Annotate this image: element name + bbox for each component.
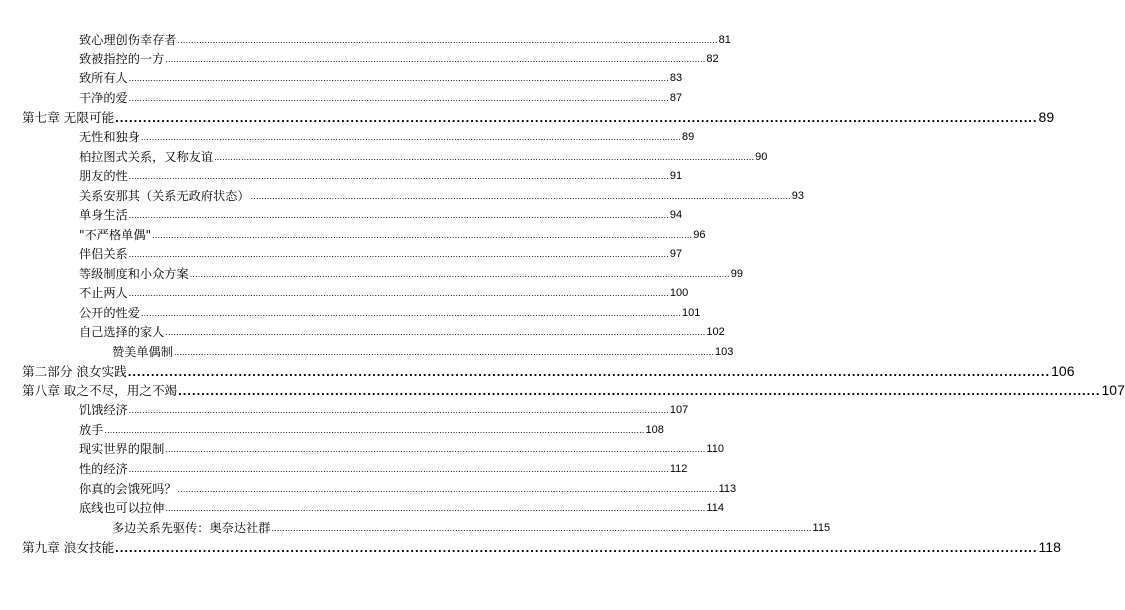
toc-entry[interactable] [79,281,689,301]
toc-chapter-entry[interactable] [22,106,1055,126]
dot-leader: ........................................................................................................................................................................................................ [189,269,730,279]
toc-entry-title: 柏拉图式关系，又称友谊 [79,150,214,164]
toc-entry[interactable] [79,262,744,282]
toc-entry-title: 你真的会饿死吗？ [79,482,177,496]
dot-leader: ........................................................................................................................................................................................................ [140,132,682,142]
toc-page-number: 87 [669,92,683,104]
toc-entry-title: 饥饿经济 [79,403,128,417]
toc-entry[interactable] [79,184,804,204]
toc-page-number: 90 [755,151,768,163]
toc-entry[interactable] [79,47,719,67]
dot-leader: ........................................................................................................................................................................................................ [128,405,669,415]
toc-page-number: 89 [1038,109,1055,125]
dot-leader: ........................................................................................................................................................................................................ [128,464,669,474]
toc-entry[interactable] [79,398,689,418]
dot-leader: ........................................................................................................................................................................................................ [178,383,1101,398]
dot-leader: ........................................................................................................................................................................................................ [128,288,669,298]
toc-page-number: 99 [730,268,744,280]
toc-page-number: 94 [669,209,683,221]
toc-page-number: 113 [718,483,737,495]
toc-entry[interactable] [112,340,734,360]
toc-entry-title: 第八章 取之不尽，用之不竭 [22,383,178,398]
dot-leader: ........................................................................................................................................................................................................ [165,54,706,64]
dot-leader: ........................................................................................................................................................................................................ [128,249,669,259]
toc-entry[interactable] [79,242,683,262]
toc-chapter-entry[interactable] [22,379,1125,399]
toc-entry-title: 性的经济 [79,462,128,476]
dot-leader: ........................................................................................................................................................................................................ [115,540,1038,555]
toc-page-number: 108 [645,424,664,436]
dot-leader: ........................................................................................................................................................................................................ [127,364,1051,379]
toc-entry[interactable] [79,223,706,243]
toc-entry[interactable] [79,66,683,86]
toc-page-number: 107 [1101,382,1125,398]
toc-entry-title: 单身生活 [79,208,128,222]
dot-leader: ........................................................................................................................................................................................................ [250,191,791,201]
toc-page-number: 103 [715,346,734,358]
toc-entry-title: 赞美单偶制 [112,345,173,359]
dot-leader: ........................................................................................................................................................................................................ [165,327,706,337]
toc-entry-title: 致心理创伤幸存者 [79,33,177,47]
toc-entry-title: 关系安那其（关系无政府状态） [79,189,250,203]
toc-entry-title: 第二部分 浪女实践 [22,364,127,379]
toc-entry-title: 放手 [79,423,104,437]
toc-page-number: 100 [669,287,689,299]
toc-page-number: 102 [706,326,725,338]
toc-page-number: 83 [669,72,683,84]
toc-page-number: 106 [1051,363,1075,379]
toc-chapter-entry[interactable] [22,360,1075,380]
toc-page-number: 101 [682,307,701,319]
toc-page-number: 93 [791,190,804,202]
toc-entry[interactable] [79,477,737,497]
dot-leader: ........................................................................................................................................................................................................ [214,152,755,162]
toc-page-number: 82 [706,53,719,65]
toc-page-number: 110 [706,443,724,455]
dot-leader: ........................................................................................................................................................................................................ [165,444,706,454]
dot-leader: ........................................................................................................................................................................................................ [177,35,718,45]
toc-entry-title: 多边关系先驱传：奥奈达社群 [112,521,271,535]
toc-entry-title: "不严格单偶" [79,228,152,242]
toc-entry-title: 第九章 浪女技能 [22,540,115,555]
dot-leader: ........................................................................................................................................................................................................ [177,484,718,494]
toc-page-number: 89 [682,131,695,143]
toc-entry-title: 致被指控的一方 [79,52,165,66]
dot-leader: ........................................................................................................................................................................................................ [128,171,669,181]
toc-entry-title: 公开的性爱 [79,306,140,320]
dot-leader: ........................................................................................................................................................................................................ [128,73,669,83]
dot-leader: ........................................................................................................................................................................................................ [271,523,812,533]
toc-entry[interactable] [79,164,683,184]
dot-leader: ........................................................................................................................................................................................................ [115,110,1038,125]
dot-leader: ........................................................................................................................................................................................................ [140,308,682,318]
toc-entry[interactable] [79,28,731,48]
toc-entry[interactable] [79,496,724,516]
toc-entry[interactable] [79,320,725,340]
toc-entry[interactable] [112,516,831,536]
toc-page-number: 81 [718,34,731,46]
toc-entry[interactable] [79,418,664,438]
toc-page-number: 97 [669,248,683,260]
toc-page-number: 118 [1038,539,1061,555]
toc-entry-title: 干净的爱 [79,91,128,105]
dot-leader: ........................................................................................................................................................................................................ [165,503,706,513]
toc-chapter-entry[interactable] [22,536,1061,556]
toc-page-number: 114 [706,502,724,514]
dot-leader: ........................................................................................................................................................................................................ [104,425,645,435]
toc-entry[interactable] [79,125,695,145]
dot-leader: ........................................................................................................................................................................................................ [173,347,715,357]
toc-entry[interactable] [79,301,701,321]
toc-entry-title: 等级制度和小众方案 [79,267,189,281]
dot-leader: ........................................................................................................................................................................................................ [128,210,669,220]
toc-entry[interactable] [79,457,688,477]
toc-entry[interactable] [79,437,724,457]
toc-entry-title: 底线也可以拉伸 [79,501,165,515]
toc-entry-title: 无性和独身 [79,130,140,144]
toc-entry[interactable] [79,203,683,223]
toc-page-number: 96 [693,229,706,241]
toc-entry-title: 伴侣关系 [79,247,128,261]
toc-page-number: 112 [669,463,688,475]
toc-entry-title: 第七章 无限可能 [22,110,115,125]
toc-entry[interactable] [79,86,683,106]
toc-page-number: 91 [669,170,683,182]
toc-page-number: 107 [669,404,689,416]
toc-entry-title: 自己选择的家人 [79,325,165,339]
toc-entry-title: 不止两人 [79,286,128,300]
toc-page-number: 115 [812,522,831,534]
dot-leader: ........................................................................................................................................................................................................ [152,230,693,240]
toc-entry-title: 致所有人 [79,71,128,85]
toc-entry-title: 现实世界的限制 [79,442,165,456]
toc-entry[interactable] [79,145,768,165]
dot-leader: ........................................................................................................................................................................................................ [128,93,669,103]
toc-entry-title: 朋友的性 [79,169,128,183]
